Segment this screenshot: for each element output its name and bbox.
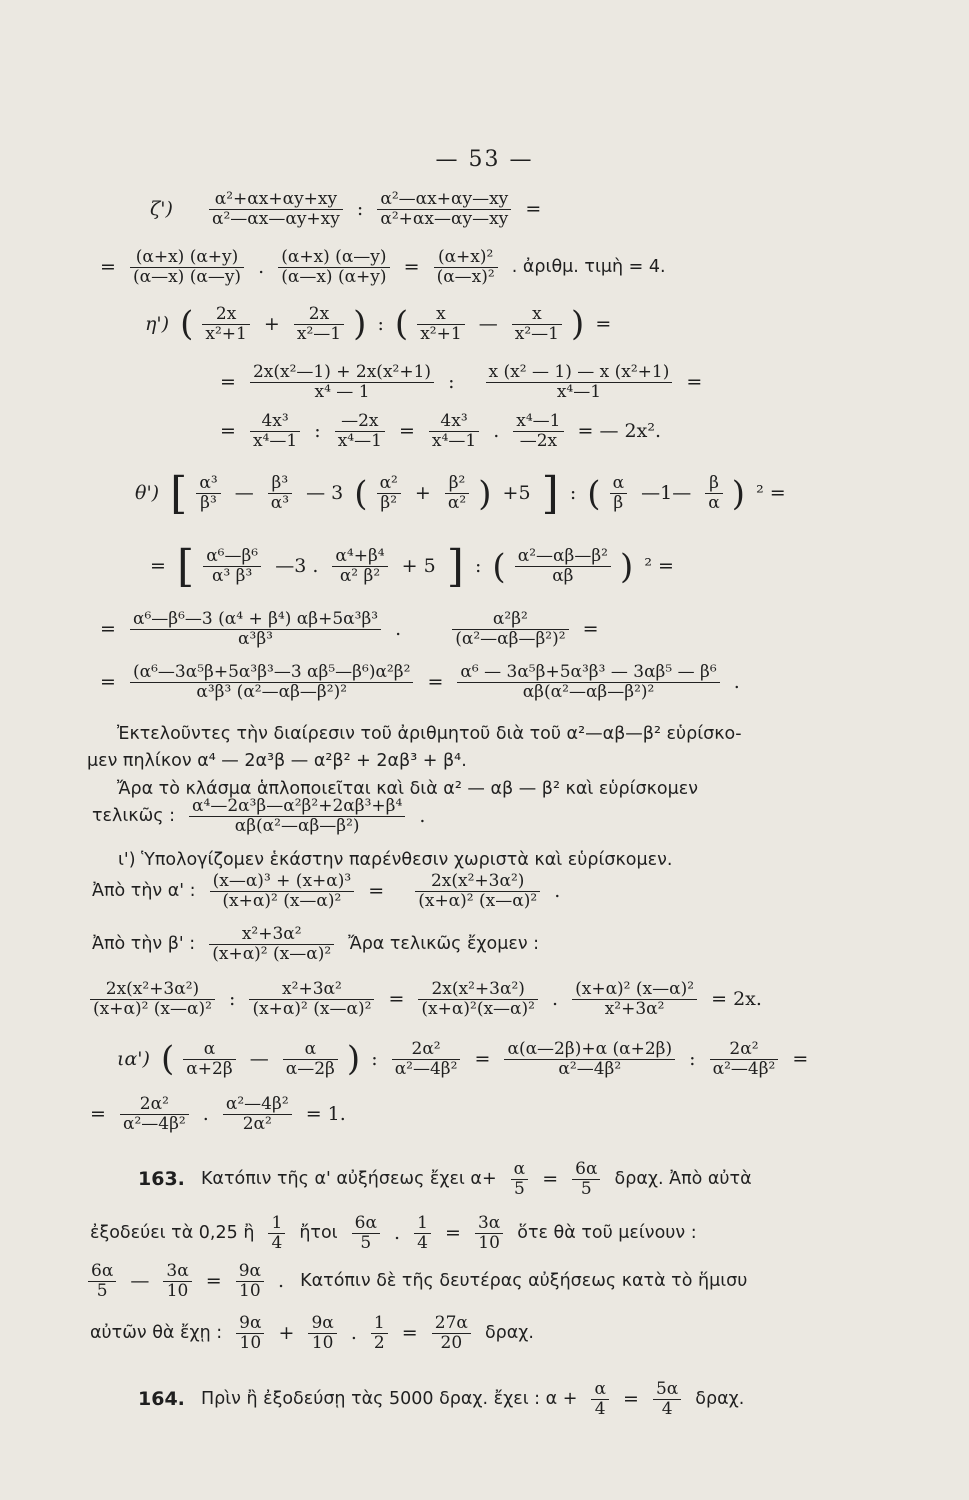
iota-line-3: Ἀπὸ τὴν β' : $\frac{\text{x²+3α²}}{\text{(x+α)² (x—α)²}}$ Ἄρα τελικῶς ἔχομεν : <box>92 924 540 965</box>
para-line-4: τελικῶς : $\frac{\text{α⁴—2α³β—α²β²+2αβ³+β⁴}}{\text{αβ(α²—αβ—β²)}}$ . <box>92 796 426 837</box>
iota-line-4: $\frac{\text{2x(x²+3α²)}}{\text{(x+α)² (x—α)²}}$ : $\frac{\text{x²+3α²}}{\text{(x+α)² (x—α)²}}$ = $\frac{\text{2x(x²+3α²)}}{\text{(x+α)²(x—α)²}}$ . $\frac{\text{(x+α)² (x—α)²}}{\text{x²+3α²}}$ = 2x. <box>87 980 767 1019</box>
problem-163-number: 163. <box>138 1168 185 1191</box>
theta-line-3: = $\frac{\text{α⁶—β⁶—3 (α⁴ + β⁴) αβ+5α³β³}}{\text{α³β³}}$ . $\frac{\text{α²β²}}{\text{(α²—αβ—β²)²}}$ = <box>100 609 599 650</box>
problem-163-line-4: αὐτῶν θὰ ἔχῃ : $\frac{9\alpha}{10}$ + $\frac{9\alpha}{10}$ . $\frac{1}{2}$ = $\frac{27\alpha}{20}$ δραχ. <box>90 1313 534 1354</box>
zeta-frac-2: $\frac{\text{α²—αx+αy—xy}}{\text{α²+αx—αy—xy}}$ <box>377 190 511 229</box>
zeta-line-2: = $\frac{(\alpha+x) (\alpha+y)}{(\alpha—x) (\alpha—y)}$ . $\frac{(\alpha+x) (\alpha—y)}{(\alpha—x) (\alpha+y)}$ = $\frac{\text{(α+x)²}}{\text{(α—x)²}}$ . ἀριθμ. τιμὴ = 4. <box>100 247 666 288</box>
zeta-frac-1: $\frac{\text{α²+αx+αy+xy}}{\text{α²—αx—αy+xy}}$ <box>209 190 343 229</box>
zeta-frac-3: $\frac{(\alpha+x) (\alpha+y)}{(\alpha—x) (\alpha—y)}$ <box>130 248 244 287</box>
iota-alpha-line-2: = $\frac{\text{2α²}}{\text{α²—4β²}}$ . $\frac{\text{α²—4β²}}{\text{2α²}}$ = 1. <box>90 1094 346 1135</box>
para-line-1: Ἐκτελοῦντες τὴν διαίρεσιν τοῦ ἀριθμητοῦ διὰ τοῦ α²—αβ—β² εὑρίσκο- <box>117 724 742 744</box>
theta-line-2: = [ $\frac{\text{α⁶—β⁶}}{\text{α³ β³}}$ —3 . $\frac{\text{α⁴+β⁴}}{\text{α² β²}}$ + 5 ] : ( $\frac{\text{α²—αβ—β²}}{\alpha\beta}$ ) ² = <box>150 541 674 592</box>
problem-163-line-1: 163. Κατόπιν τῆς α' αὐξήσεως ἔχει α+ $\frac{\alpha}{5}$ = $\frac{6\alpha}{5}$ δραχ. Ἀπὸ αὐτὰ <box>138 1159 752 1200</box>
iota-alpha-line-1: ια') ( $\frac{\alpha}{\alpha+2\beta}$ — $\frac{\alpha}{\alpha—2\beta}$ ) : $\frac{\text{2α²}}{\text{α²—4β²}}$ = $\frac{\alpha(\alpha—2\beta)+\alpha (\alpha+2\beta)}{\text{α²—4β²}}$ : $\frac{\text{2α²}}{\text{α²—4β²}}$ = <box>117 1039 809 1080</box>
zeta-frac-4: $\frac{(\alpha+x) (\alpha—y)}{(\alpha—x) (\alpha+y)}$ <box>278 248 389 287</box>
zeta-label: ζ') <box>150 198 173 221</box>
problem-163-line-2: ἐξοδεύει τὰ 0,25 ἢ $\frac{1}{4}$ ἤτοι $\frac{6\alpha}{5}$ . $\frac{1}{4}$ = $\frac{3\alpha}{10}$ ὅτε θὰ τοῦ μείνουν : <box>90 1213 697 1254</box>
theta-line-1: θ') [ $\frac{\text{α³}}{\text{β³}}$ — $\frac{\text{β³}}{\text{α³}}$ — 3 ( $\frac{\text{α²}}{\text{β²}}$ + $\frac{\text{β²}}{\text{α²}}$ ) +5 ] : ( $\frac{\alpha}{\beta}$ —1— $\frac{\beta}{\alpha}$ ) ² = <box>135 468 786 519</box>
zeta-line-1: ζ') $\frac{\text{α²+αx+αy+xy}}{\text{α²—αx—αy+xy}}$ : $\frac{\text{α²—αx+αy—xy}}{\text{α²+αx—αy—xy}}$ = <box>150 189 542 230</box>
theta-line-4: = $\frac{\text{(α⁶—3α⁵β+5α³β³—3 αβ⁵—β⁶)α²β²}}{\text{α³β³ (α²—αβ—β²)²}}$ = $\frac{\text{α⁶ — 3α⁵β+5α³β³ — 3αβ⁵ — β⁶}}{\text{αβ(α²—αβ—β²)²}}$ . <box>100 662 740 703</box>
para-line-2: μεν πηλίκον α⁴ — 2α³β — α²β² + 2αβ³ + β⁴. <box>87 751 467 771</box>
para-line-3: Ἄρα τὸ κλάσμα ἁπλοποιεῖται καὶ διὰ α² — αβ — β² καὶ εὑρίσκομεν <box>117 779 698 799</box>
page-number: — 53 — <box>435 147 534 172</box>
problem-164-number: 164. <box>138 1388 185 1411</box>
iota-line-1: ι') Ὑπολογίζομεν ἑκάστην παρένθεσιν χωριστὰ καὶ εὑρίσκομεν. <box>118 850 673 870</box>
iota-line-2: Ἀπὸ τὴν α' : $\frac{\text{(x—α)³ + (x+α)³}}{\text{(x+α)² (x—α)²}}$ = $\frac{\text{2x(x²+3α²)}}{\text{(x+α)² (x—α)²}}$ . <box>92 871 561 912</box>
eta-line-2: = $\frac{\text{2x(x²—1) + 2x(x²+1)}}{\text{x⁴ — 1}}$ : $\frac{\text{x (x² — 1) — x (x²+1)}}{\text{x⁴—1}}$ = <box>220 362 703 403</box>
eta-line-3: = $\frac{\text{4x³}}{\text{x⁴—1}}$ : $\frac{—2x}{\text{x⁴—1}}$ = $\frac{\text{4x³}}{\text{x⁴—1}}$ . $\frac{\text{x⁴—1}}{—2x}$ = — 2x². <box>220 411 662 452</box>
problem-164-line-1: 164. Πρὶν ἢ ἐξοδεύσῃ τὰς 5000 δραχ. ἔχει : α + $\frac{\alpha}{4}$ = $\frac{5\alpha}{4}$ δραχ. <box>138 1379 745 1420</box>
zeta-value: . ἀριθμ. τιμὴ = 4. <box>511 256 666 277</box>
zeta-frac-5: $\frac{\text{(α+x)²}}{\text{(α—x)²}}$ <box>434 248 498 287</box>
eta-line-1: η') ( $\frac{2x}{\text{x²+1}}$ + $\frac{2x}{\text{x²—1}}$ ) : ( $\frac{x}{\text{x²+1}}$ — $\frac{x}{\text{x²—1}}$ ) = <box>145 304 612 345</box>
problem-163-line-3: $\frac{6\alpha}{5}$ — $\frac{3\alpha}{10}$ = $\frac{9\alpha}{10}$ . Κατόπιν δὲ τῆς δευτέρας αὐξήσεως κατὰ τὸ ἥμισυ <box>85 1262 752 1301</box>
